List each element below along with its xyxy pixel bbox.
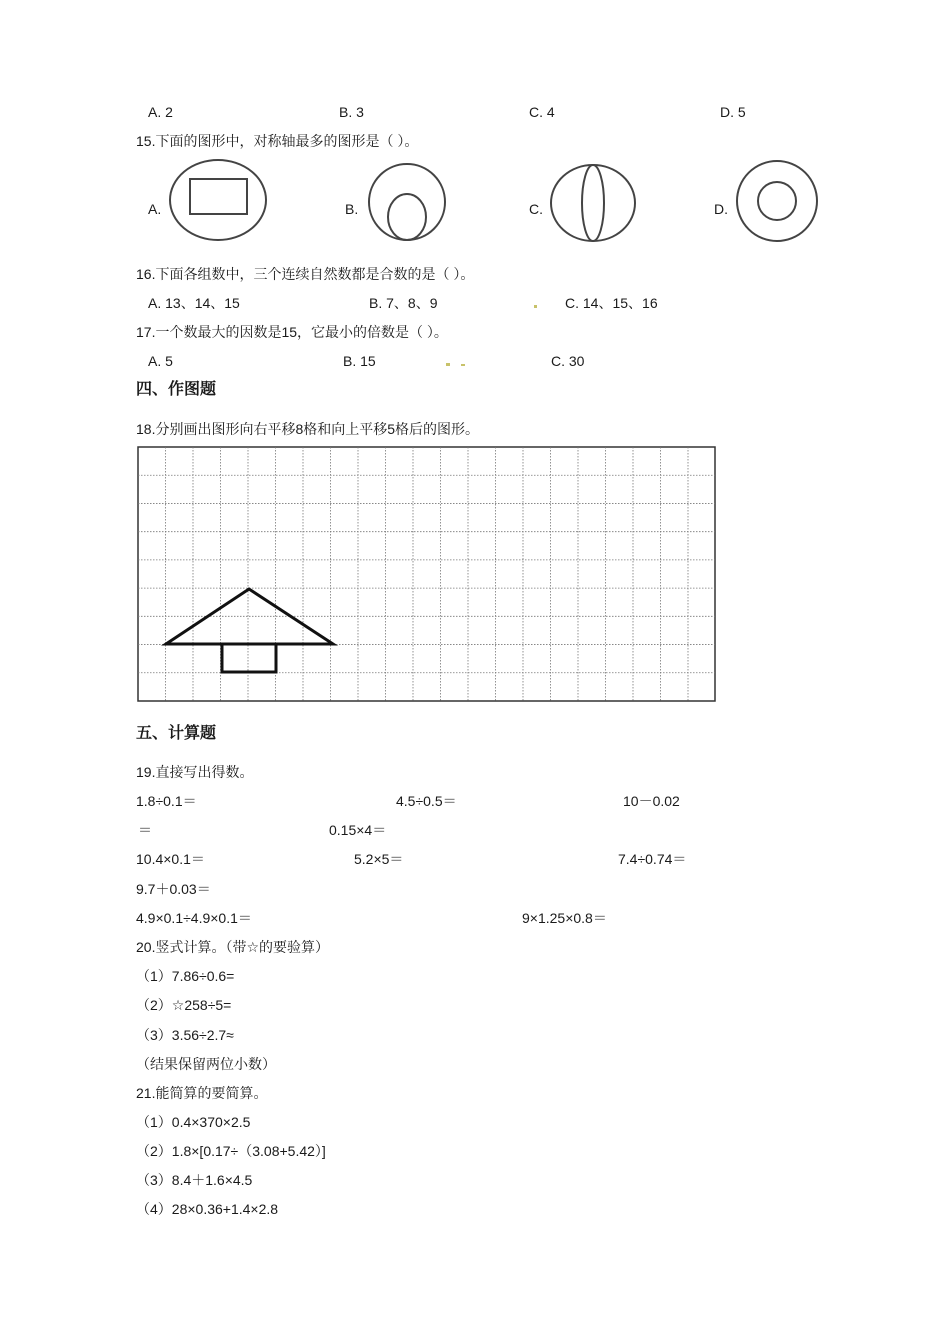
q17-option-b: B. 15 <box>343 353 376 369</box>
stray-mark <box>445 362 469 368</box>
q16-question: 16.下面各组数中，三个连续自然数都是合数的是（ ）。 <box>136 266 475 282</box>
q18-grid-figure <box>137 446 719 704</box>
q16-option-b: B. 7、8、9 <box>369 295 438 311</box>
q19-item: 0.15×4＝ <box>329 822 387 838</box>
q19-item: 5.2×5＝ <box>354 851 404 867</box>
q14-option-a: A. 2 <box>148 104 173 120</box>
q14-option-d: D. 5 <box>720 104 746 120</box>
q19-item: 9×1.25×0.8＝ <box>522 910 607 926</box>
q17-question: 17.一个数最大的因数是15，它最小的倍数是（ ）。 <box>136 324 448 340</box>
q16-option-a: A. 13、14、15 <box>148 295 240 311</box>
q15-figure-c <box>547 160 641 246</box>
q20-item: （1）7.86÷0.6= <box>136 968 235 984</box>
q21-item: （2）1.8×[0.17÷（3.08+5.42）] <box>136 1143 326 1159</box>
q18-question: 18.分别画出图形向右平移8格和向上平移5格后的图形。 <box>136 421 480 437</box>
q15-figure-b <box>362 162 456 246</box>
q19-question: 19.直接写出得数。 <box>136 764 254 780</box>
q20-note: （结果保留两位小数） <box>136 1056 276 1072</box>
q15-label-a: A. <box>148 201 162 217</box>
q17-option-a: A. 5 <box>148 353 173 369</box>
q19-item: 1.8÷0.1＝ <box>136 793 197 809</box>
q21-question: 21.能简算的要简算。 <box>136 1085 268 1101</box>
q19-item: 10－0.02 <box>623 793 680 809</box>
q15-label-d: D. <box>714 201 728 217</box>
q19-item: 4.5÷0.5＝ <box>396 793 457 809</box>
q16-option-c: C. 14、15、16 <box>565 295 658 311</box>
q15-figure-a <box>165 155 275 245</box>
q14-option-b: B. 3 <box>339 104 364 120</box>
section-heading-calculation: 五、计算题 <box>136 725 217 742</box>
q15-label-b: B. <box>345 201 359 217</box>
q21-item: （4）28×0.36+1.4×2.8 <box>136 1201 279 1217</box>
q19-item: ＝ <box>138 822 152 838</box>
q20-item: （2）☆258÷5= <box>136 997 232 1013</box>
q20-item: （3）3.56÷2.7≈ <box>136 1027 234 1043</box>
q20-question: 20.竖式计算。（带☆的要验算） <box>136 939 330 955</box>
q19-item: 4.9×0.1÷4.9×0.1＝ <box>136 910 252 926</box>
q15-figure-d <box>734 158 824 246</box>
section-heading-drawing: 四、作图题 <box>136 381 217 398</box>
q15-question: 15.下面的图形中，对称轴最多的图形是（ ）。 <box>136 133 419 149</box>
q19-item: 7.4÷0.74＝ <box>618 851 687 867</box>
q19-item: 9.7＋0.03＝ <box>136 881 211 897</box>
q15-label-c: C. <box>529 201 543 217</box>
stray-mark <box>533 304 539 310</box>
q19-item: 10.4×0.1＝ <box>136 851 205 867</box>
q21-item: （3）8.4＋1.6×4.5 <box>136 1172 253 1188</box>
q17-option-c: C. 30 <box>551 353 585 369</box>
q14-option-c: C. 4 <box>529 104 555 120</box>
q21-item: （1）0.4×370×2.5 <box>136 1114 251 1130</box>
